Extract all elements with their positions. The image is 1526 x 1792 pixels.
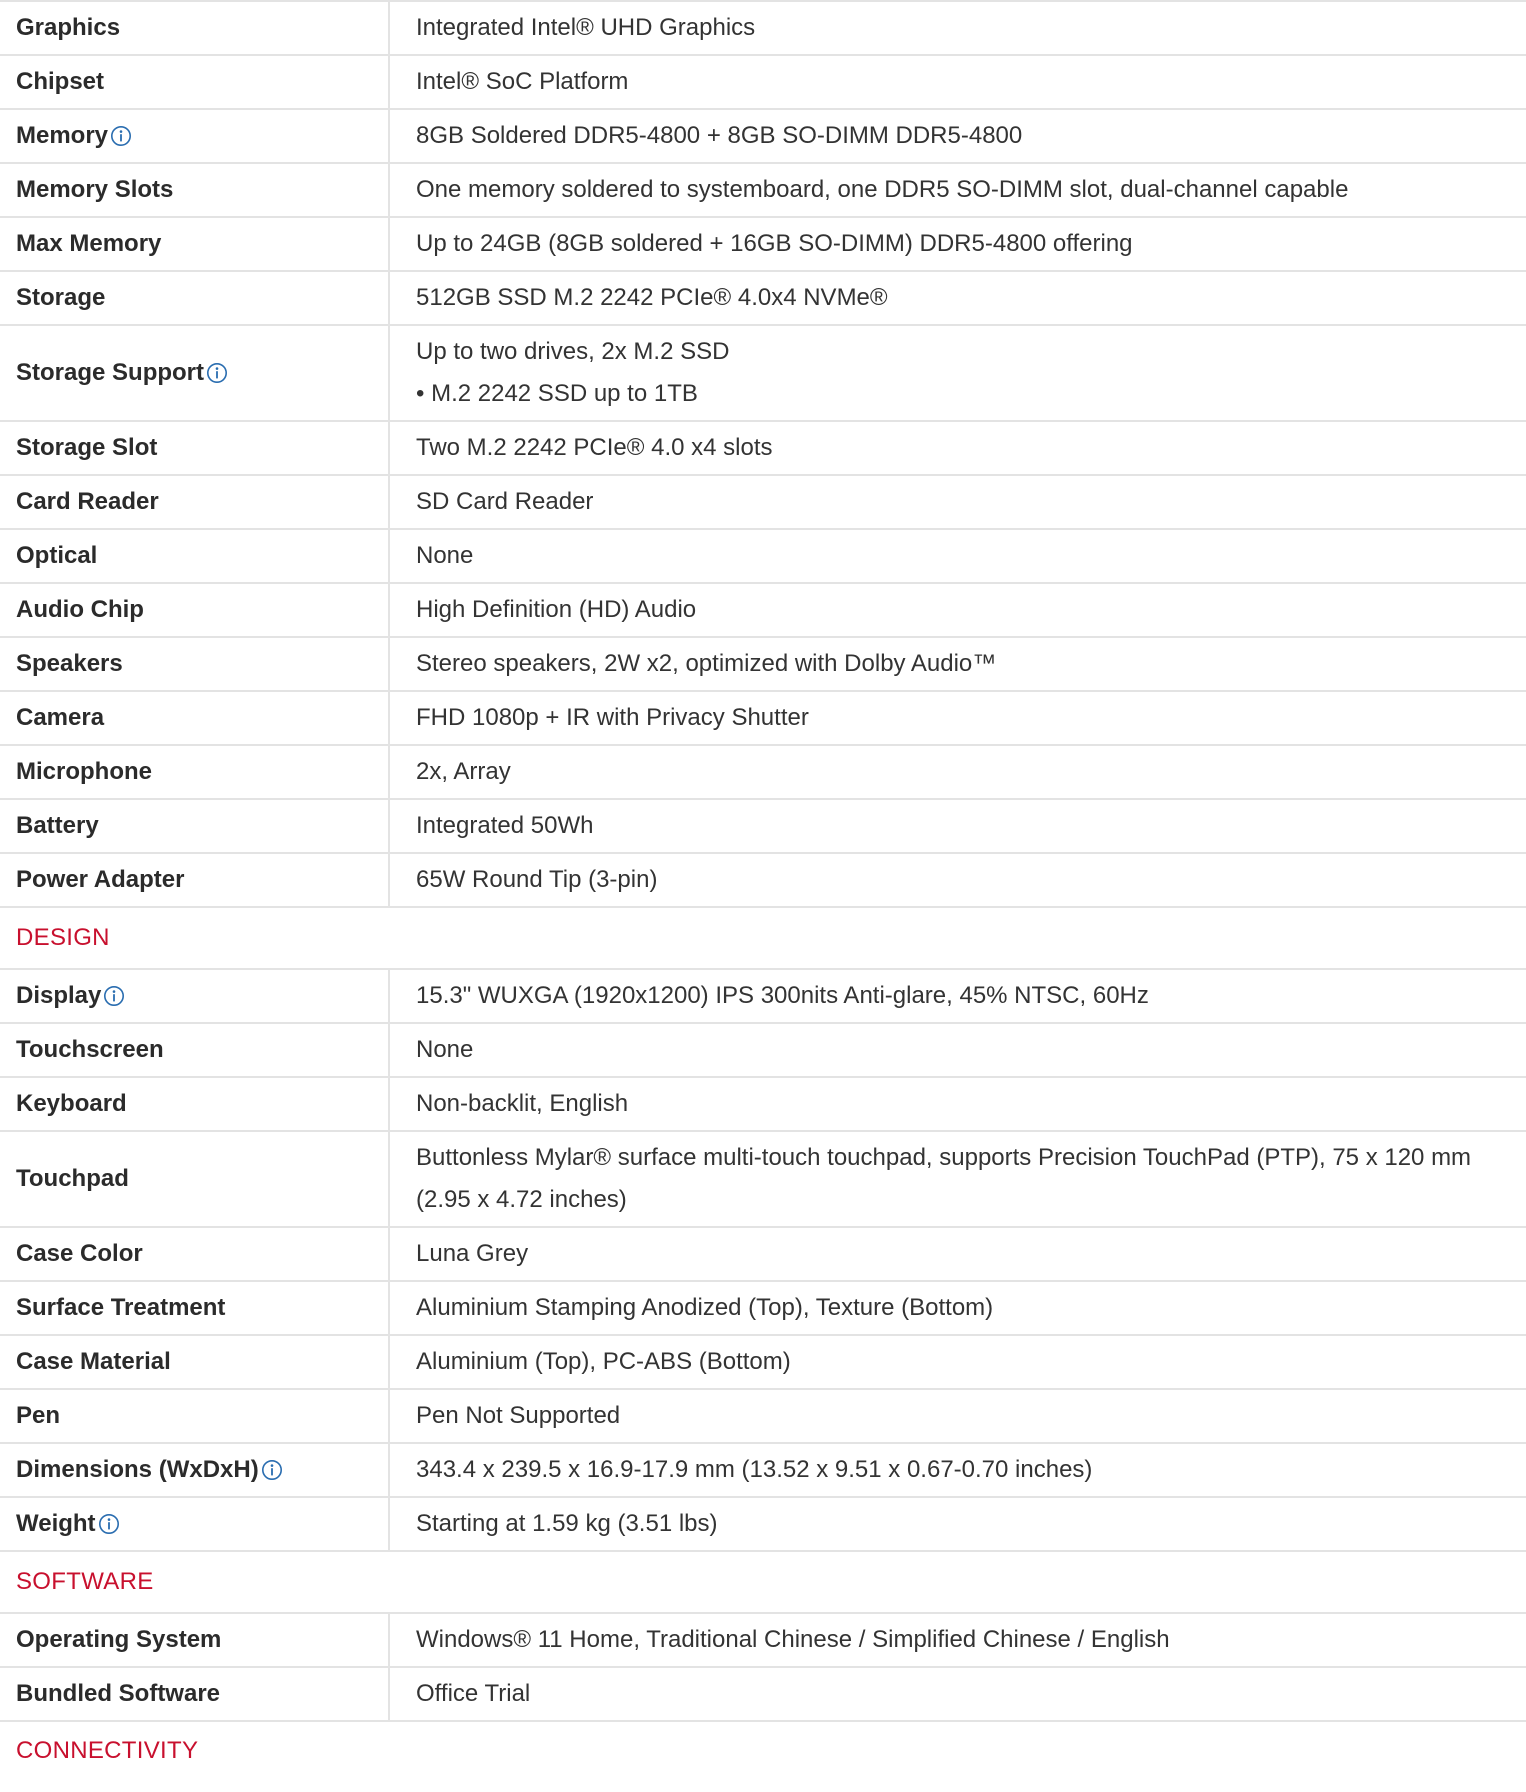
spec-label bbox=[0, 1024, 390, 1076]
spec-value-line: 512GB SSD M.2 2242 PCIe® 4.0x4 NVMe® bbox=[416, 284, 888, 311]
spec-value bbox=[390, 1282, 1526, 1334]
spec-label bbox=[0, 1390, 390, 1442]
spec-label-text: Touchscreen bbox=[16, 1036, 164, 1063]
spec-value bbox=[390, 638, 1526, 690]
spec-row-memory bbox=[0, 110, 1526, 164]
spec-row-case-color bbox=[0, 1228, 1526, 1282]
spec-label bbox=[0, 326, 390, 420]
spec-row-dimensions-wxdxh bbox=[0, 1444, 1526, 1498]
spec-row-max-memory bbox=[0, 218, 1526, 272]
spec-value bbox=[390, 1132, 1526, 1226]
spec-row-microphone bbox=[0, 746, 1526, 800]
spec-label bbox=[0, 800, 390, 852]
spec-value bbox=[390, 970, 1526, 1022]
spec-row-touchpad bbox=[0, 1132, 1526, 1228]
spec-label bbox=[0, 692, 390, 744]
spec-label-text: Memory bbox=[16, 122, 109, 149]
spec-label-text: Card Reader bbox=[16, 488, 159, 515]
spec-value-line: None bbox=[416, 1036, 474, 1063]
spec-label bbox=[0, 272, 390, 324]
spec-value bbox=[390, 164, 1526, 216]
spec-row-surface-treatment bbox=[0, 1282, 1526, 1336]
spec-label bbox=[0, 854, 390, 906]
spec-label-text: Optical bbox=[16, 542, 98, 569]
spec-label bbox=[0, 638, 390, 690]
spec-value-line: FHD 1080p + IR with Privacy Shutter bbox=[416, 704, 809, 731]
spec-label bbox=[0, 530, 390, 582]
spec-row-weight bbox=[0, 1498, 1526, 1552]
spec-value-line: SD Card Reader bbox=[416, 488, 594, 515]
spec-label bbox=[0, 164, 390, 216]
spec-group-processor bbox=[0, 2, 1526, 908]
spec-row-pen bbox=[0, 1390, 1526, 1444]
spec-label bbox=[0, 422, 390, 474]
info-circle-icon[interactable] bbox=[110, 125, 132, 147]
spec-value-line: Up to two drives, 2x M.2 SSD bbox=[416, 338, 730, 365]
spec-label-text: Microphone bbox=[16, 758, 152, 785]
spec-label bbox=[0, 746, 390, 798]
spec-value-line: Office Trial bbox=[416, 1680, 531, 1707]
spec-value bbox=[390, 56, 1526, 108]
spec-value-line: Aluminium (Top), PC-ABS (Bottom) bbox=[416, 1348, 791, 1375]
spec-value bbox=[390, 746, 1526, 798]
spec-value-line: Integrated Intel® UHD Graphics bbox=[416, 14, 756, 41]
spec-label-text: Touchpad bbox=[16, 1165, 129, 1192]
spec-value-line: High Definition (HD) Audio bbox=[416, 596, 697, 623]
spec-label bbox=[0, 1282, 390, 1334]
spec-value-line: Aluminium Stamping Anodized (Top), Texture (Bottom) bbox=[416, 1294, 994, 1321]
spec-group-design bbox=[0, 970, 1526, 1552]
spec-row-camera bbox=[0, 692, 1526, 746]
spec-label-text: Graphics bbox=[16, 14, 121, 41]
spec-value bbox=[390, 584, 1526, 636]
spec-value-line: Integrated 50Wh bbox=[416, 812, 594, 839]
spec-label-text: Weight bbox=[16, 1510, 96, 1537]
spec-value-line: None bbox=[416, 542, 474, 569]
spec-value bbox=[390, 1668, 1526, 1720]
spec-value bbox=[390, 326, 1526, 420]
spec-label bbox=[0, 1614, 390, 1666]
section-header-connectivity: CONNECTIVITY bbox=[16, 1737, 199, 1764]
spec-row-optical bbox=[0, 530, 1526, 584]
spec-row-audio-chip bbox=[0, 584, 1526, 638]
spec-value-line: Intel® SoC Platform bbox=[416, 68, 629, 95]
spec-value-line: Non-backlit, English bbox=[416, 1090, 629, 1117]
spec-value bbox=[390, 1228, 1526, 1280]
spec-row-keyboard bbox=[0, 1078, 1526, 1132]
spec-value bbox=[390, 800, 1526, 852]
spec-label-text: Battery bbox=[16, 812, 99, 839]
spec-label bbox=[0, 584, 390, 636]
spec-value bbox=[390, 1498, 1526, 1550]
spec-row-battery bbox=[0, 800, 1526, 854]
spec-label bbox=[0, 1228, 390, 1280]
spec-value bbox=[390, 272, 1526, 324]
spec-label bbox=[0, 218, 390, 270]
spec-row-graphics bbox=[0, 2, 1526, 56]
spec-value bbox=[390, 1390, 1526, 1442]
info-circle-icon[interactable] bbox=[261, 1459, 283, 1481]
spec-value-line: Windows® 11 Home, Traditional Chinese / Simplified Chinese / English bbox=[416, 1626, 1170, 1653]
spec-row-power-adapter bbox=[0, 854, 1526, 908]
spec-value-line: One memory soldered to systemboard, one DDR5 SO-DIMM slot, dual-channel capable bbox=[416, 176, 1349, 203]
spec-value bbox=[390, 530, 1526, 582]
spec-value-line: 8GB Soldered DDR5-4800 + 8GB SO-DIMM DDR5-4800 bbox=[416, 122, 1023, 149]
spec-label-text: Case Material bbox=[16, 1348, 171, 1375]
spec-label-text: Power Adapter bbox=[16, 866, 185, 893]
spec-label bbox=[0, 1498, 390, 1550]
spec-row-storage-slot bbox=[0, 422, 1526, 476]
spec-label bbox=[0, 1132, 390, 1226]
spec-label-text: Storage Slot bbox=[16, 434, 158, 461]
spec-value-line: Two M.2 2242 PCIe® 4.0 x4 slots bbox=[416, 434, 773, 461]
spec-label bbox=[0, 1444, 390, 1496]
spec-group-software bbox=[0, 1614, 1526, 1722]
spec-label bbox=[0, 1336, 390, 1388]
spec-row-operating-system bbox=[0, 1614, 1526, 1668]
spec-label-text: Camera bbox=[16, 704, 105, 731]
spec-value-line: Stereo speakers, 2W x2, optimized with Dolby Audio™ bbox=[416, 650, 997, 677]
spec-label bbox=[0, 1668, 390, 1720]
spec-value bbox=[390, 476, 1526, 528]
spec-label-text: Keyboard bbox=[16, 1090, 127, 1117]
section-header-software: SOFTWARE bbox=[0, 1552, 1526, 1614]
spec-value-line: Pen Not Supported bbox=[416, 1402, 621, 1429]
spec-value bbox=[390, 854, 1526, 906]
spec-label bbox=[0, 2, 390, 54]
spec-value-line: 2x, Array bbox=[416, 758, 511, 785]
spec-value bbox=[390, 2, 1526, 54]
spec-value-line: 15.3" WUXGA (1920x1200) IPS 300nits Anti-glare, 45% NTSC, 60Hz bbox=[416, 982, 1149, 1009]
spec-value bbox=[390, 1078, 1526, 1130]
spec-label-text: Memory Slots bbox=[16, 176, 174, 203]
spec-label bbox=[0, 56, 390, 108]
spec-label-text: Surface Treatment bbox=[16, 1294, 226, 1321]
spec-row-chipset bbox=[0, 56, 1526, 110]
spec-label-text: Audio Chip bbox=[16, 596, 144, 623]
spec-value bbox=[390, 1444, 1526, 1496]
spec-label-text: Pen bbox=[16, 1402, 61, 1429]
spec-label bbox=[0, 476, 390, 528]
spec-value-line: (2.95 x 4.72 inches) bbox=[416, 1186, 627, 1213]
spec-row-speakers bbox=[0, 638, 1526, 692]
info-circle-icon[interactable] bbox=[103, 985, 125, 1007]
info-circle-icon[interactable] bbox=[98, 1513, 120, 1535]
spec-value-line: • M.2 2242 SSD up to 1TB bbox=[416, 380, 698, 407]
spec-label-text: Operating System bbox=[16, 1626, 222, 1653]
spec-value-line: 65W Round Tip (3-pin) bbox=[416, 866, 658, 893]
spec-label bbox=[0, 970, 390, 1022]
spec-value-line: Luna Grey bbox=[416, 1240, 529, 1267]
spec-value bbox=[390, 422, 1526, 474]
spec-label-text: Speakers bbox=[16, 650, 123, 677]
spec-row-case-material bbox=[0, 1336, 1526, 1390]
spec-value bbox=[390, 1024, 1526, 1076]
spec-value bbox=[390, 1336, 1526, 1388]
spec-value bbox=[390, 218, 1526, 270]
spec-label-text: Storage bbox=[16, 284, 106, 311]
spec-value bbox=[390, 110, 1526, 162]
spec-value-line: Starting at 1.59 kg (3.51 lbs) bbox=[416, 1510, 718, 1537]
spec-label-text: Case Color bbox=[16, 1240, 143, 1267]
spec-row-bundled-software bbox=[0, 1668, 1526, 1722]
spec-value-line: Up to 24GB (8GB soldered + 16GB SO-DIMM) DDR5-4800 offering bbox=[416, 230, 1133, 257]
spec-label-text: Dimensions (WxDxH) bbox=[16, 1456, 259, 1483]
spec-value bbox=[390, 1614, 1526, 1666]
spec-row-display bbox=[0, 970, 1526, 1024]
spec-row-storage bbox=[0, 272, 1526, 326]
spec-row-storage-support bbox=[0, 326, 1526, 422]
section-header-design: DESIGN bbox=[0, 908, 1526, 970]
info-circle-icon[interactable] bbox=[206, 362, 228, 384]
spec-value bbox=[390, 692, 1526, 744]
spec-label-text: Storage Support bbox=[16, 359, 205, 386]
spec-label-text: Chipset bbox=[16, 68, 105, 95]
spec-row-touchscreen bbox=[0, 1024, 1526, 1078]
spec-label bbox=[0, 110, 390, 162]
spec-label bbox=[0, 1078, 390, 1130]
spec-value-line: 343.4 x 239.5 x 16.9-17.9 mm (13.52 x 9.51 x 0.67-0.70 inches) bbox=[416, 1456, 1093, 1483]
spec-label-text: Bundled Software bbox=[16, 1680, 221, 1707]
spec-row-memory-slots bbox=[0, 164, 1526, 218]
spec-label-text: Display bbox=[16, 982, 102, 1009]
spec-row-card-reader bbox=[0, 476, 1526, 530]
spec-value-line: Buttonless Mylar® surface multi-touch touchpad, supports Precision TouchPad (PTP), 75 x 120 mm bbox=[416, 1144, 1472, 1171]
spec-label-text: Max Memory bbox=[16, 230, 162, 257]
